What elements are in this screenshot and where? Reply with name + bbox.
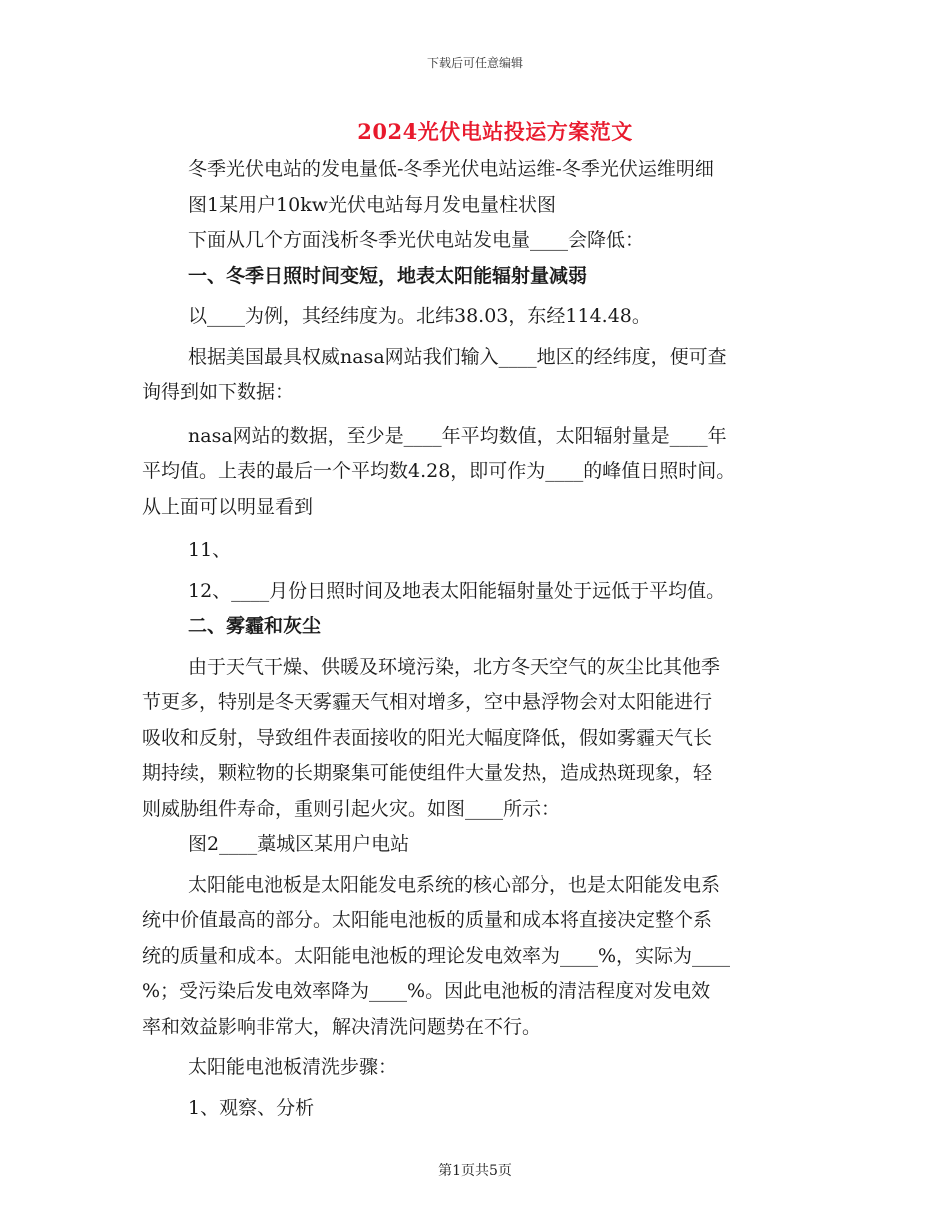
figure-caption: 图2____藁城区某用户电站 bbox=[188, 833, 410, 855]
paragraph-line: 期持续，颗粒物的长期聚集可能使组件大量发热，造成热斑现象，轻 bbox=[142, 762, 713, 784]
paragraph-line: 太阳能电池板清洗步骤： bbox=[188, 1056, 398, 1078]
paragraph-line: nasa网站的数据，至少是____年平均数值，太阳辐射量是____年 bbox=[188, 424, 727, 447]
section-heading: 二、雾霾和灰尘 bbox=[188, 615, 322, 637]
list-item: 11、 bbox=[188, 539, 232, 561]
paragraph-line: 由于天气干燥、供暖及环境污染，北方冬天空气的灰尘比其他季 bbox=[188, 655, 721, 678]
page-number: 第1页共5页 bbox=[438, 1163, 512, 1179]
paragraph-line: 统的质量和成本。太阳能电池板的理论发电效率为____%，实际为____ bbox=[142, 944, 731, 967]
paragraph-line: 率和效益影响非常大，解决清洗问题势在不行。 bbox=[142, 1015, 542, 1038]
paragraph-line: 以____为例，其经纬度为。北纬38.03，东经114.48。 bbox=[188, 305, 651, 327]
paragraph-line: 太阳能电池板是太阳能发电系统的核心部分，也是太阳能发电系 bbox=[188, 873, 721, 896]
list-item: 12、____月份日照时间及地表太阳能辐射量处于远低于平均值。 bbox=[188, 579, 726, 602]
header-note: 下载后可任意编辑 bbox=[426, 56, 523, 70]
paragraph-line: 从上面可以明显看到 bbox=[142, 495, 314, 518]
figure-caption: 图1某用户10kw光伏电站每月发电量柱状图 bbox=[188, 193, 557, 216]
paragraph-line: 节更多，特别是冬天雾霾天气相对增多，空中悬浮物会对太阳能进行 bbox=[142, 691, 713, 713]
list-item: 1、观察、分析 bbox=[188, 1096, 315, 1119]
paragraph-line: 统中价值最高的部分。太阳能电池板的质量和成本将直接决定整个系 bbox=[142, 909, 713, 931]
paragraph-line: 根据美国最具权威nasa网站我们输入____地区的经纬度，便可查 bbox=[188, 345, 727, 368]
paragraph-line: 下面从几个方面浅析冬季光伏电站发电量____会降低： bbox=[188, 229, 645, 251]
document-body bbox=[142, 152, 810, 1126]
document-title: 2024光伏电站投运方案范文 bbox=[357, 119, 633, 144]
paragraph-line: 平均值。上表的最后一个平均数4.28，即可作为____的峰值日照时间。 bbox=[142, 460, 736, 482]
paragraph-line: 冬季光伏电站的发电量低-冬季光伏电站运维-冬季光伏运维明细 bbox=[188, 158, 714, 180]
paragraph-line: 询得到如下数据： bbox=[142, 381, 295, 403]
paragraph-line: %；受污染后发电效率降为____%。因此电池板的清洁程度对发电效 bbox=[142, 980, 711, 1002]
paragraph-line: 吸收和反射，导致组件表面接收的阳光大幅度降低，假如雾霾天气长 bbox=[142, 726, 713, 749]
section-heading: 一、冬季日照时间变短，地表太阳能辐射量减弱 bbox=[188, 264, 588, 287]
paragraph-line: 则威胁组件寿命，重则引起火灾。如图____所示： bbox=[142, 797, 561, 820]
